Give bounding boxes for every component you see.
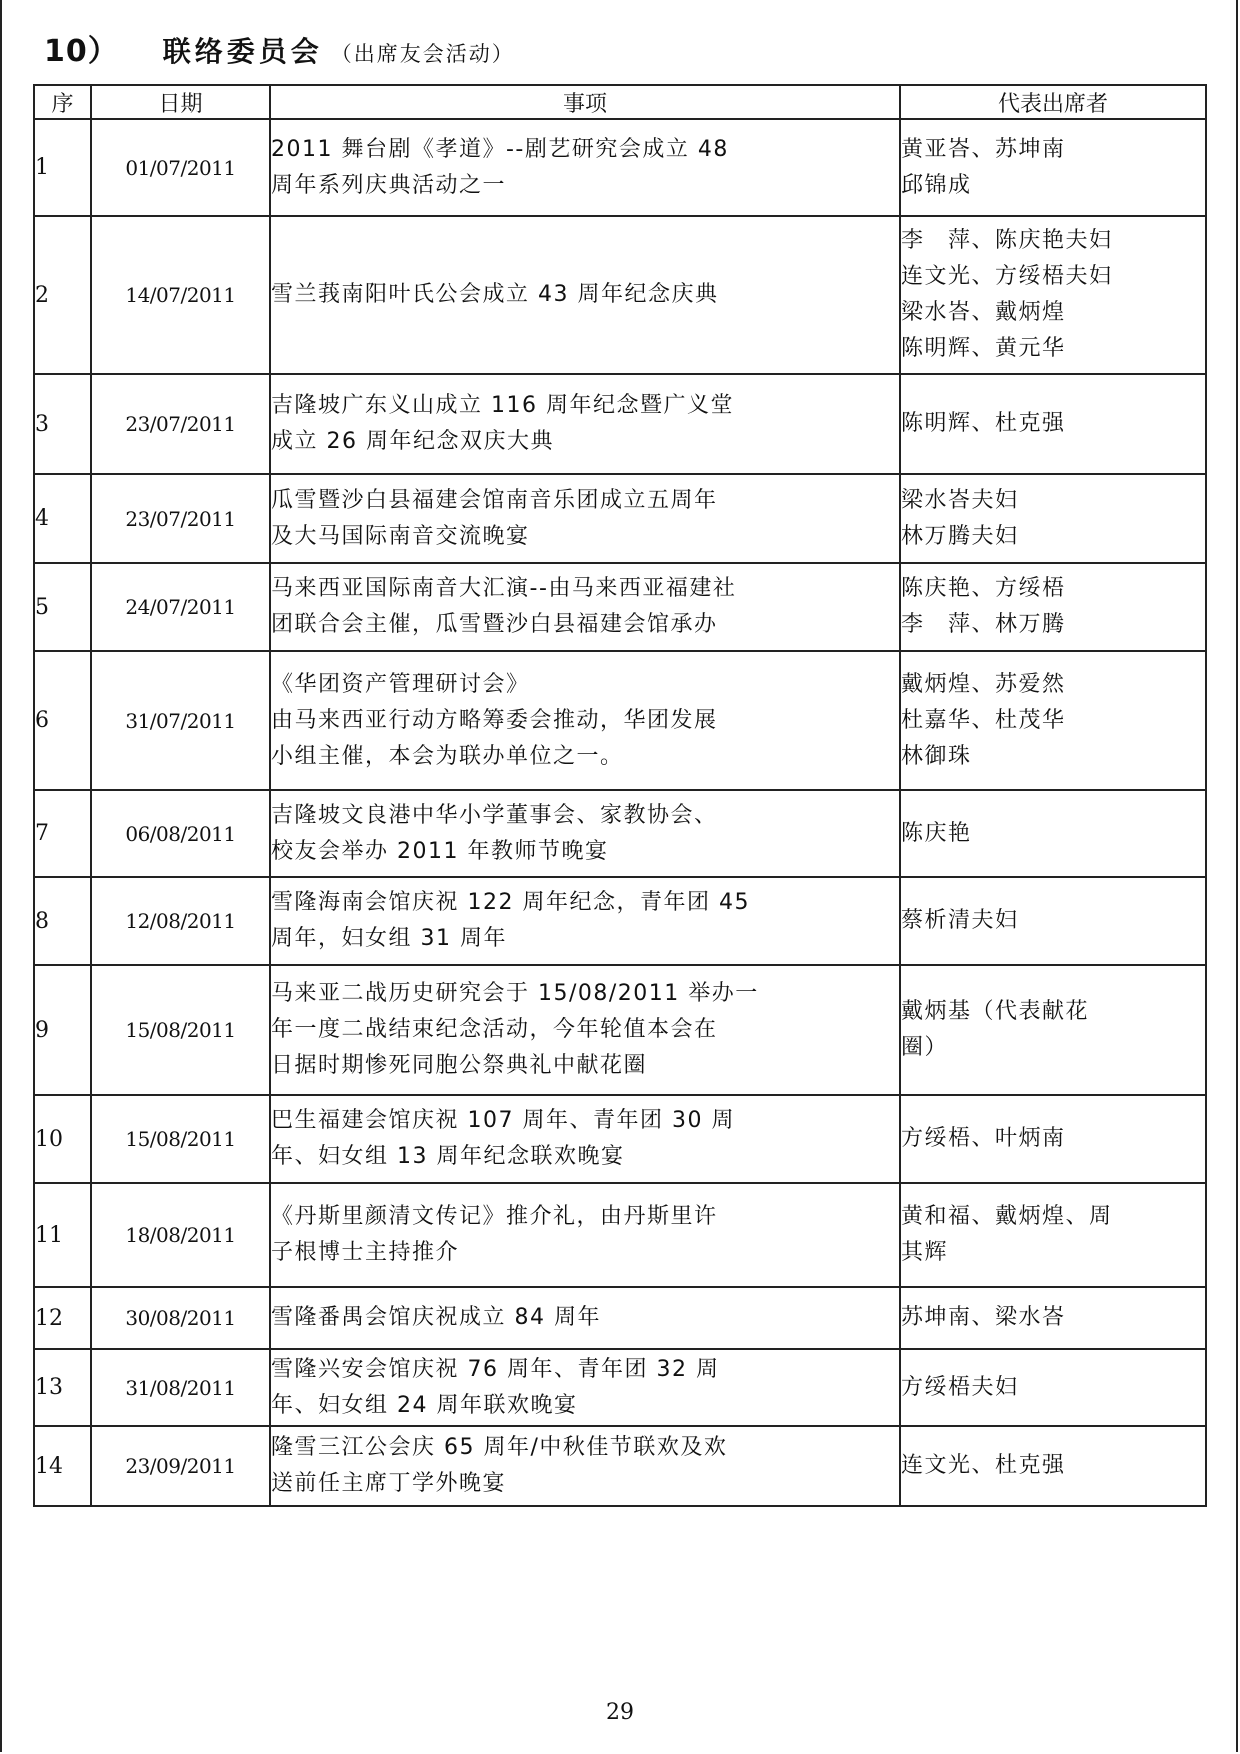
row-date: 15/08/2011 (91, 1095, 270, 1183)
row-item: 吉隆坡文良港中华小学董事会、家教协会、 校友会举办 2011 年教师节晚宴 (271, 802, 718, 864)
attendee-line: 圈） (901, 1035, 949, 1060)
row-seq: 5 (34, 563, 91, 651)
row-date: 31/08/2011 (91, 1349, 270, 1426)
row-attendees (900, 1426, 1206, 1506)
table-row (34, 474, 1206, 563)
attendee-line: 林万腾夫妇 (901, 523, 1019, 549)
row-date: 18/08/2011 (91, 1183, 270, 1287)
row-seq: 10 (34, 1095, 91, 1183)
attendee-line: 戴炳基（代表献花 (901, 999, 1090, 1024)
row-date: 23/09/2011 (91, 1426, 270, 1506)
row-item-cell (270, 1095, 900, 1183)
row-seq: 2 (34, 216, 91, 374)
row-attendees (900, 877, 1206, 965)
column-header-item: 事项 (270, 85, 900, 119)
row-date: 24/07/2011 (91, 563, 270, 651)
table-row (34, 119, 1206, 216)
row-date: 01/07/2011 (91, 119, 270, 216)
column-header-attendees: 代表出席者 (900, 85, 1206, 119)
attendee-line: 陈明辉、杜克强 (901, 411, 1066, 436)
row-seq: 1 (34, 119, 91, 216)
column-header-date: 日期 (91, 85, 270, 119)
row-date: 15/08/2011 (91, 965, 270, 1095)
attendee-line: 李 萍、林万腾 (901, 612, 1066, 637)
table-row (34, 374, 1206, 474)
attendee-line: 连文光、杜克强 (901, 1453, 1066, 1478)
row-seq: 13 (34, 1349, 91, 1426)
row-attendees (900, 1095, 1206, 1183)
row-item: 吉隆坡广东义山成立 116 周年纪念暨广义堂 成立 26 周年纪念双庆大典 (271, 393, 734, 454)
row-date: 14/07/2011 (91, 216, 270, 374)
table-header-row (34, 85, 1206, 119)
section-heading (44, 26, 515, 69)
row-item: 马来亚二战历史研究会于 15/08/2011 举办一 年一度二战结束纪念活动，今年轮值本会在 日据时期惨死同胞公祭典礼中献花圈 (271, 981, 759, 1078)
table-row (34, 1287, 1206, 1349)
row-item: 雪隆番禺会馆庆祝成立 84 周年 (271, 1305, 601, 1330)
table-row (34, 1426, 1206, 1506)
attendee-line: 黄和福、戴炳煌、周 (901, 1204, 1113, 1229)
row-item: 《华团资产管理研讨会》 由马来西亚行动方略筹委会推动，华团发展 小组主催，本会为联办单位之一。 (271, 671, 718, 769)
row-attendees (900, 474, 1206, 563)
row-item-cell (270, 119, 900, 216)
table-body (34, 119, 1206, 1506)
row-item-cell (270, 216, 900, 374)
table-row (34, 1349, 1206, 1426)
attendee-line: 苏坤南、梁水峇 (901, 1305, 1066, 1330)
attendee-line: 梁水峇、戴炳煌 (901, 300, 1066, 325)
row-item: 雪隆兴安会馆庆祝 76 周年、青年团 32 周 年、妇女组 24 周年联欢晚宴 (271, 1356, 720, 1418)
row-item-cell (270, 474, 900, 563)
table-row (34, 1183, 1206, 1287)
row-item-cell (270, 965, 900, 1095)
row-item-cell (270, 1426, 900, 1506)
row-seq: 14 (34, 1426, 91, 1506)
column-header-seq: 序 (34, 85, 91, 119)
row-date: 23/07/2011 (91, 374, 270, 474)
table-row (34, 877, 1206, 965)
row-date: 31/07/2011 (91, 651, 270, 790)
row-item: 瓜雪暨沙白县福建会馆南音乐团成立五周年 及大马国际南音交流晚宴 (271, 487, 718, 549)
attendee-line: 其辉 (901, 1240, 949, 1265)
attendee-line: 陈明辉、黄元华 (901, 336, 1066, 361)
row-item-cell (270, 1349, 900, 1426)
row-seq: 7 (34, 790, 91, 877)
section-subtitle: （出席友会活动） (330, 42, 515, 66)
row-seq: 11 (34, 1183, 91, 1287)
row-attendees (900, 965, 1206, 1095)
row-attendees (900, 651, 1206, 790)
page-number: 29 (606, 1700, 634, 1725)
attendee-line: 戴炳煌、苏爱然 (901, 671, 1066, 697)
table-row (34, 1095, 1206, 1183)
row-item-cell (270, 877, 900, 965)
row-item: 隆雪三江公会庆 65 周年/中秋佳节联欢及欢 送前任主席丁学外晚宴 (271, 1435, 728, 1496)
row-date: 30/08/2011 (91, 1287, 270, 1349)
row-item: 《丹斯里颜清文传记》推介礼，由丹斯里许 子根博士主持推介 (271, 1204, 718, 1265)
attendee-line: 方绥梧夫妇 (901, 1374, 1019, 1400)
section-title: 联络委员会 (162, 35, 323, 68)
row-attendees (900, 1349, 1206, 1426)
row-item: 雪隆海南会馆庆祝 122 周年纪念，青年团 45 周年，妇女组 31 周年 (271, 890, 750, 951)
row-attendees (900, 790, 1206, 877)
attendee-line: 李 萍、陈庆艳夫妇 (901, 228, 1113, 253)
attendee-line: 陈庆艳 (901, 820, 972, 846)
attendee-line: 黄亚峇、苏坤南 (901, 136, 1066, 162)
row-seq: 3 (34, 374, 91, 474)
row-attendees (900, 119, 1206, 216)
row-item: 2011 舞台剧《孝道》--剧艺研究会成立 48 周年系列庆典活动之一 (271, 136, 729, 198)
row-seq: 4 (34, 474, 91, 563)
row-date: 12/08/2011 (91, 877, 270, 965)
row-seq: 12 (34, 1287, 91, 1349)
table-row (34, 790, 1206, 877)
attendee-line: 方绥梧、叶炳南 (901, 1126, 1066, 1151)
table-row (34, 965, 1206, 1095)
table-row (34, 216, 1206, 374)
row-attendees (900, 563, 1206, 651)
row-attendees (900, 374, 1206, 474)
attendee-line: 邱锦成 (901, 172, 972, 198)
row-item-cell (270, 1183, 900, 1287)
attendee-line: 蔡析清夫妇 (901, 908, 1019, 933)
row-item: 马来西亚国际南音大汇演--由马来西亚福建社 团联合会主催，瓜雪暨沙白县福建会馆承办 (271, 576, 737, 637)
attendee-line: 林御珠 (901, 743, 972, 769)
row-item-cell (270, 563, 900, 651)
row-attendees (900, 216, 1206, 374)
section-number: 10） (44, 34, 119, 69)
row-attendees (900, 1287, 1206, 1349)
row-date: 23/07/2011 (91, 474, 270, 563)
attendee-line: 杜嘉华、杜茂华 (901, 707, 1066, 733)
attendee-line: 连文光、方绥梧夫妇 (901, 264, 1113, 289)
attendee-line: 陈庆艳、方绥梧 (901, 576, 1066, 601)
table-row (34, 651, 1206, 790)
row-item-cell (270, 790, 900, 877)
table-row (34, 563, 1206, 651)
attendee-line: 梁水峇夫妇 (901, 487, 1019, 513)
row-item-cell (270, 374, 900, 474)
row-seq: 9 (34, 965, 91, 1095)
row-item: 巴生福建会馆庆祝 107 周年、青年团 30 周 年、妇女组 13 周年纪念联欢晚宴 (271, 1108, 735, 1169)
row-date: 06/08/2011 (91, 790, 270, 877)
events-table (33, 84, 1207, 1507)
row-seq: 8 (34, 877, 91, 965)
row-item-cell (270, 651, 900, 790)
row-item-cell (270, 1287, 900, 1349)
row-attendees (900, 1183, 1206, 1287)
row-item: 雪兰莪南阳叶氏公会成立 43 周年纪念庆典 (271, 282, 719, 307)
row-seq: 6 (34, 651, 91, 790)
